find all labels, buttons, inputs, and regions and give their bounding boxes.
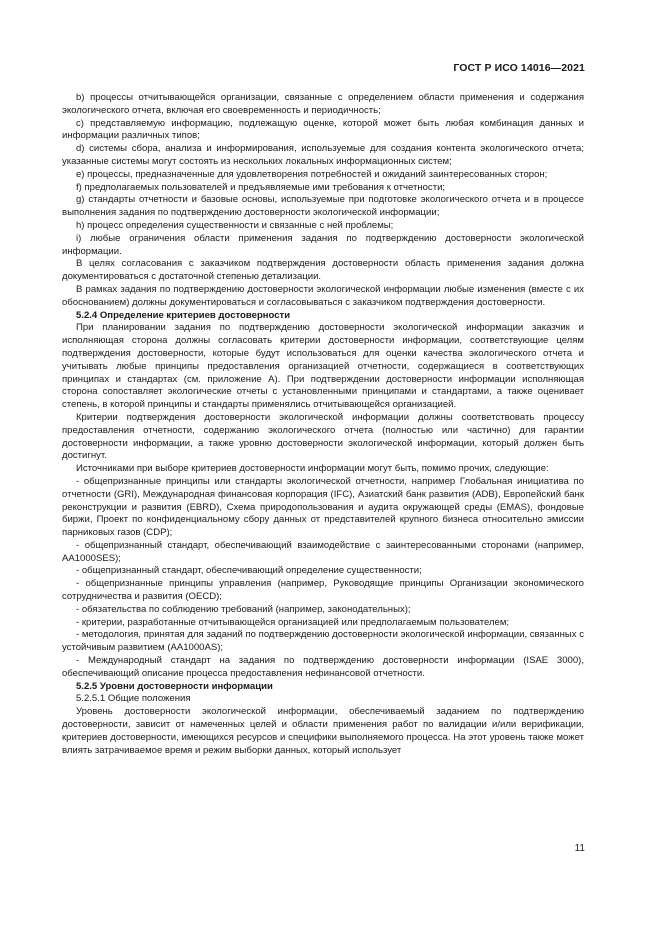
paragraph: - обязательства по соблюдению требований (например, законодательных); [76, 603, 411, 615]
paragraph: - общепризнанные принципы или стандарты экологической отчетности, например Глобальная инициатива по отчетности (GRI), Международная финансовая корпорация (IFC), Азиатский банк развития (ADB), Европейский банк реконструкции и развития (EBRD), Схема природопользования и аудита окружающей среды (EMAS), фондовые биржи, Проект по конфиденциальному сбору данных от представителей крупного бизнеса относительно эмиссии парниковых газов (CDP); [62, 475, 584, 539]
paragraph: - общепризнанный стандарт, обеспечивающий взаимодействие с заинтересованными сторонами (например, АА1000SES); [62, 539, 584, 564]
paragraph: В рамках задания по подтверждению достоверности экологической информации любые изменения (вместе с их обоснованием) должны документироваться и согласовываться с заказчиком подтверждения достоверности. [62, 283, 584, 308]
paragraph: - общепризнанные принципы управления (например, Руководящие принципы Организации экономического сотрудничества и развития (OECD); [62, 578, 584, 603]
paragraph: - методология, принятая для заданий по подтверждению достоверности экологической информации, связанных с устойчивым развитием (АА1000AS); [62, 629, 584, 654]
subsection-heading: 5.2.5.1 Общие положения [76, 693, 191, 705]
section-heading: 5.2.4 Определение критериев достоверности [76, 309, 291, 321]
paragraph: Уровень достоверности экологической информации, обеспечиваемый заданием по подтверждению достоверности, зависит от намеченных целей и области применения работ по валидации и/или верификации, критериев достоверности, имеющихся ресурсов и специфики выполняемого процесса. На этот уровень также может влиять затрачиваемое время и режим выборки данных, который использует [62, 706, 584, 756]
paragraph: e) процессы, предназначенные для удовлетворения потребностей и ожиданий заинтересованных сторон; [76, 168, 548, 180]
paragraph: b) процессы отчитывающейся организации, связанные с определением области применения и содержания экологического отчета, включая его своевременность и периодичность; [62, 92, 584, 116]
paragraph: Источниками при выборе критериев достоверности информации могут быть, помимо прочих, следующие: [76, 463, 549, 475]
document-body [62, 92, 584, 757]
paragraph: h) процесс определения существенности и связанные с ней проблемы; [76, 219, 394, 231]
paragraph: - критерии, разработанные отчитывающейся организацией или предполагаемым пользователем; [76, 616, 510, 628]
document-header: ГОСТ Р ИСО 14016—2021 [453, 62, 585, 74]
paragraph: d) системы сбора, анализа и информирования, используемые для создания контента экологического отчета; указанные системы могут состоять из нескольких локальных информационных систем; [62, 143, 584, 167]
paragraph: Критерии подтверждения достоверности экологической информации должны соответствовать процессу предоставления отчетности, содержанию экологического отчета (полностью или частично) для гарантии достоверности информации, а также уровню достоверности экологической информации, который должен быть достигнут. [62, 411, 584, 462]
paragraph: i) любые ограничения области применения задания по подтверждению достоверности экологической информации. [62, 232, 584, 257]
section-heading: 5.2.5 Уровни достоверности информации [76, 680, 273, 692]
page-number: 11 [574, 843, 585, 854]
paragraph: - Международный стандарт на задания по подтверждению достоверности информации (ISAE 3000), обеспечивающий описание процесса предоставления нефинансовой отчетности. [62, 655, 584, 679]
paragraph: При планировании задания по подтверждению достоверности экологической информации заказчик и исполняющая сторона должны согласовать критерии достоверности информации, соответствующие целям подтверждения достоверности, которые будут использоваться для оценки качества экологического отчета и учитывать любые принципы предоставления организацией отчетности, содержащиеся в соответствующих принципах и стандартах (см. приложение А). При подтверждении достоверности информации исполняющая сторона сопоставляет экологические отчеты с установленными принципами и стандартами, а также оценивает степень, в которой принципы и стандарты применялись отчитывающейся организацией. [62, 322, 584, 411]
paragraph: В целях согласования с заказчиком подтверждения достоверности область применения задания должна документироваться с достаточной степенью детализации. [62, 258, 584, 283]
paragraph: c) представляемую информацию, подлежащую оценке, которой может быть любая комбинация данных и информации различных типов; [62, 117, 584, 142]
paragraph: f) предполагаемых пользователей и предъявляемые ими требования к отчетности; [76, 181, 446, 193]
paragraph: - общепризнанный стандарт, обеспечивающий определение существенности; [76, 565, 422, 577]
paragraph: g) стандарты отчетности и базовые основы, используемые при подготовке экологического отчета и в процессе выполнения задания по подтверждению достоверности экологической информации; [62, 194, 584, 219]
